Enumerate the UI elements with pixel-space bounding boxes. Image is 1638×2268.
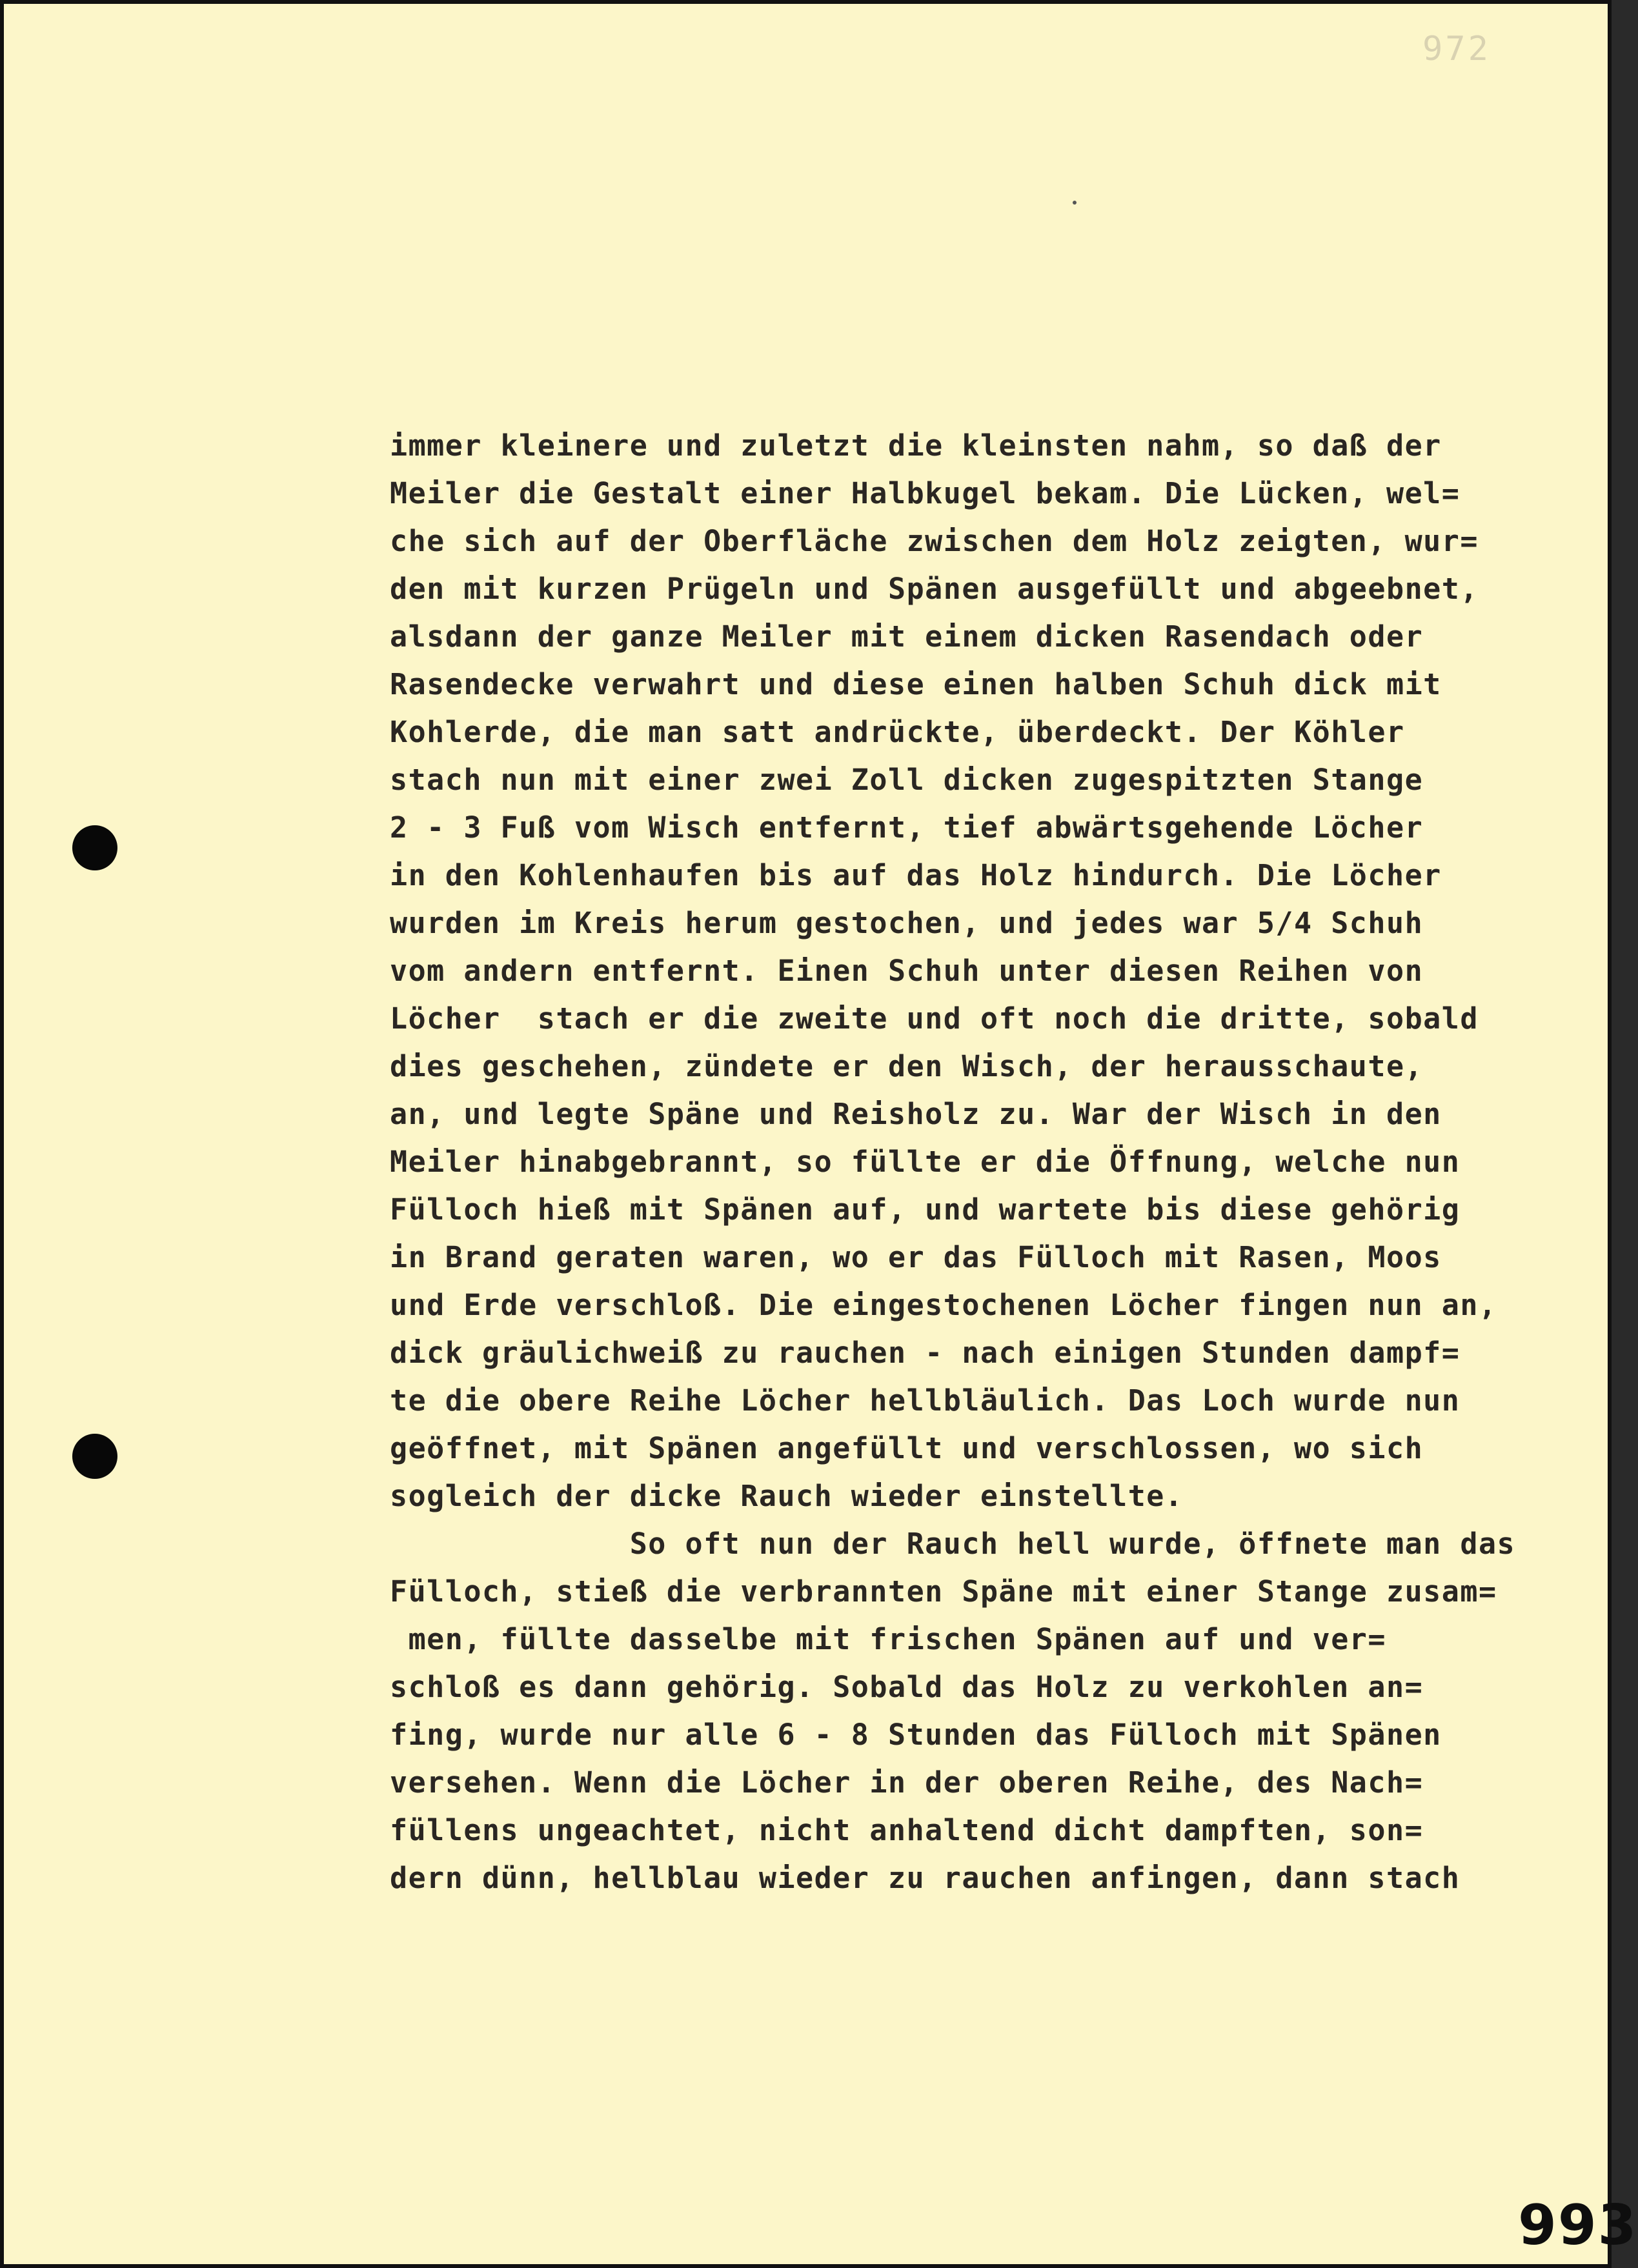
text-line: Fülloch hieß mit Spänen auf, und wartete bis diese gehörig — [390, 1192, 1461, 1227]
text-line: dick gräulichweiß zu rauchen - nach einigen Stunden dampf= — [390, 1336, 1461, 1370]
text-line: dern dünn, hellblau wieder zu rauchen anfingen, dann stach — [390, 1861, 1461, 1895]
text-line: men, füllte dasselbe mit frischen Spänen auf und ver= — [390, 1622, 1386, 1656]
page-number: 993 — [1518, 2193, 1638, 2258]
text-line: in den Kohlenhaufen bis auf das Holz hindurch. Die Löcher — [390, 858, 1442, 892]
stamp-number: 972 — [1422, 30, 1491, 68]
text-line: che sich auf der Oberfläche zwischen dem Holz zeigten, wur= — [390, 524, 1479, 558]
typewritten-text — [390, 422, 1571, 1902]
text-line: geöffnet, mit Spänen angefüllt und verschlossen, wo sich — [390, 1431, 1424, 1465]
text-line: schloß es dann gehörig. Sobald das Holz zu verkohlen an= — [390, 1670, 1424, 1704]
punch-hole — [72, 1434, 117, 1479]
text-line: Löcher stach er die zweite und oft noch die dritte, sobald — [390, 1001, 1479, 1036]
text-line: füllens ungeachtet, nicht anhaltend dicht dampften, son= — [390, 1813, 1424, 1847]
text-line: Fülloch, stieß die verbrannten Späne mit einer Stange zusam= — [390, 1574, 1497, 1609]
text-line: dies geschehen, zündete er den Wisch, der herausschaute, — [390, 1049, 1424, 1083]
text-line: und Erde verschloß. Die eingestochenen Löcher fingen nun an, — [390, 1288, 1497, 1322]
text-line: 2 - 3 Fuß vom Wisch entfernt, tief abwärtsgehende Löcher — [390, 810, 1424, 845]
text-line: Kohlerde, die man satt andrückte, überdeckt. Der Köhler — [390, 715, 1405, 749]
text-line: immer kleinere und zuletzt die kleinsten nahm, so daß der — [390, 428, 1442, 463]
text-line: Meiler hinabgebrannt, so füllte er die Öffnung, welche nun — [390, 1145, 1461, 1179]
text-line: Meiler die Gestalt einer Halbkugel bekam. Die Lücken, wel= — [390, 476, 1461, 510]
text-line: Rasendecke verwahrt und diese einen halben Schuh dick mit — [390, 667, 1442, 701]
text-line: vom andern entfernt. Einen Schuh unter diesen Reihen von — [390, 954, 1424, 988]
text-line: an, und legte Späne und Reisholz zu. War der Wisch in den — [390, 1097, 1442, 1131]
text-line: sogleich der dicke Rauch wieder einstellte. — [390, 1479, 1184, 1513]
text-line: wurden im Kreis herum gestochen, und jedes war 5/4 Schuh — [390, 906, 1424, 940]
text-line: in Brand geraten waren, wo er das Fülloch mit Rasen, Moos — [390, 1240, 1442, 1274]
punch-hole — [72, 825, 117, 870]
text-line: te die obere Reihe Löcher hellbläulich. Das Loch wurde nun — [390, 1383, 1461, 1418]
text-line: stach nun mit einer zwei Zoll dicken zugespitzten Stange — [390, 763, 1424, 797]
text-line: den mit kurzen Prügeln und Spänen ausgefüllt und abgeebnet, — [390, 572, 1479, 606]
text-line: fing, wurde nur alle 6 - 8 Stunden das Fülloch mit Spänen — [390, 1718, 1442, 1752]
text-line: alsdann der ganze Meiler mit einem dicken Rasendach oder — [390, 619, 1424, 654]
text-line: So oft nun der Rauch hell wurde, öffnete man das — [390, 1527, 1516, 1561]
text-line: versehen. Wenn die Löcher in der oberen Reihe, des Nach= — [390, 1765, 1424, 1800]
ink-speck — [1073, 201, 1077, 205]
